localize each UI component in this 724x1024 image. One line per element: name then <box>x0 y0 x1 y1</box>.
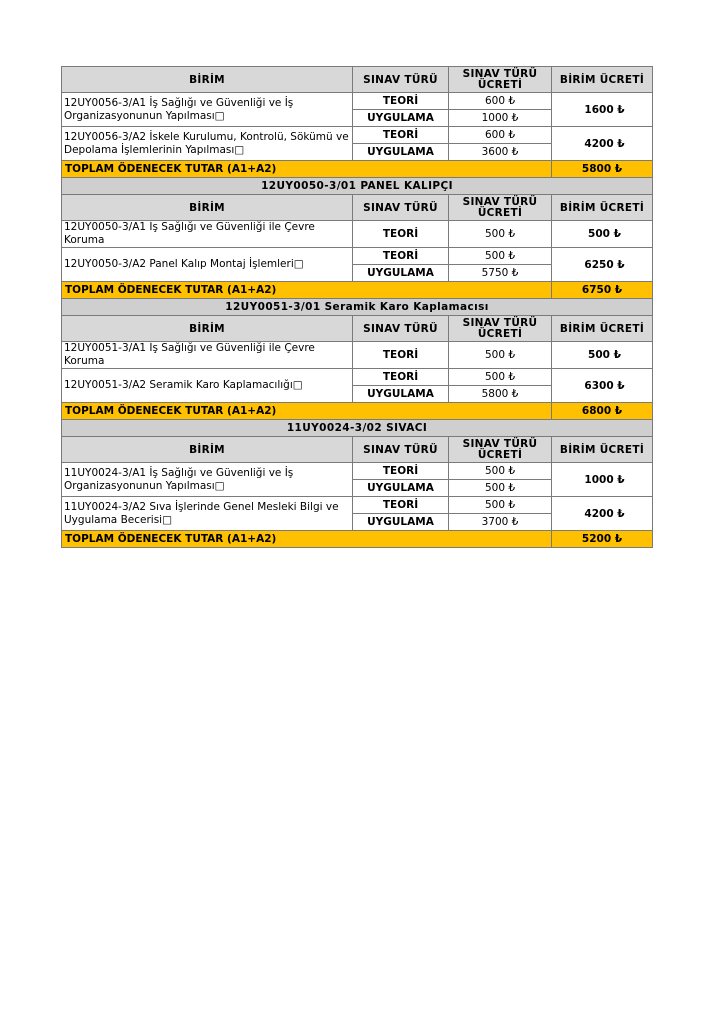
unit-fee: 4200 ₺ <box>552 127 653 161</box>
exam-type: TEORİ <box>353 93 449 110</box>
exam-fee: 500 ₺ <box>449 342 552 369</box>
exam-fee-table-body <box>62 67 653 548</box>
exam-type: TEORİ <box>353 463 449 480</box>
header-row <box>62 195 653 221</box>
exam-type: UYGULAMA <box>353 514 449 531</box>
header-unit-fee: BİRİM ÜCRETİ <box>552 437 653 463</box>
header-exam-type: SINAV TÜRÜ <box>353 316 449 342</box>
total-row <box>62 161 653 178</box>
total-row <box>62 282 653 299</box>
unit-fee: 500 ₺ <box>552 221 653 248</box>
header-exam-fee: SINAV TÜRÜ ÜCRETİ <box>449 195 552 221</box>
exam-fee: 1000 ₺ <box>449 110 552 127</box>
exam-fee: 600 ₺ <box>449 93 552 110</box>
exam-fee: 500 ₺ <box>449 221 552 248</box>
exam-fee: 500 ₺ <box>449 480 552 497</box>
total-value: 6800 ₺ <box>552 403 653 420</box>
header-exam-type: SINAV TÜRÜ <box>353 67 449 93</box>
header-exam-type: SINAV TÜRÜ <box>353 195 449 221</box>
total-label: TOPLAM ÖDENECEK TUTAR (A1+A2) <box>62 161 552 178</box>
unit-fee: 1600 ₺ <box>552 93 653 127</box>
exam-fee: 500 ₺ <box>449 463 552 480</box>
table-row <box>62 93 653 110</box>
exam-type: UYGULAMA <box>353 110 449 127</box>
exam-type: TEORİ <box>353 127 449 144</box>
exam-fee: 500 ₺ <box>449 497 552 514</box>
exam-type: TEORİ <box>353 248 449 265</box>
exam-fee: 5750 ₺ <box>449 265 552 282</box>
header-exam-fee: SINAV TÜRÜ ÜCRETİ <box>449 437 552 463</box>
exam-type: UYGULAMA <box>353 480 449 497</box>
header-exam-type: SINAV TÜRÜ <box>353 437 449 463</box>
unit-name: 12UY0056-3/A1 İş Sağlığı ve Güvenliği ve İş Organizasyonunun Yapılması□ <box>62 93 353 127</box>
section-title-row <box>62 299 653 316</box>
header-row <box>62 67 653 93</box>
exam-type: TEORİ <box>353 497 449 514</box>
header-unit: BİRİM <box>62 437 353 463</box>
unit-name: 12UY0056-3/A2 İskele Kurulumu, Kontrolü, Sökümü ve Depolama İşlemlerinin Yapılması□ <box>62 127 353 161</box>
exam-type: TEORİ <box>353 342 449 369</box>
unit-name: 11UY0024-3/A1 İş Sağlığı ve Güvenliği ve İş Organizasyonunun Yapılması□ <box>62 463 353 497</box>
exam-fee: 3700 ₺ <box>449 514 552 531</box>
exam-fee: 600 ₺ <box>449 127 552 144</box>
section-title: 12UY0050-3/01 PANEL KALIPÇI <box>62 178 653 195</box>
total-label: TOPLAM ÖDENECEK TUTAR (A1+A2) <box>62 403 552 420</box>
section-title-row <box>62 420 653 437</box>
total-label: TOPLAM ÖDENECEK TUTAR (A1+A2) <box>62 531 552 548</box>
section-title: 12UY0051-3/01 Seramik Karo Kaplamacısı <box>62 299 653 316</box>
table-row <box>62 463 653 480</box>
header-row <box>62 316 653 342</box>
header-unit-fee: BİRİM ÜCRETİ <box>552 195 653 221</box>
total-value: 5800 ₺ <box>552 161 653 178</box>
unit-name: 12UY0051-3/A1 İş Sağlığı ve Güvenliği ile Çevre Koruma <box>62 342 353 369</box>
header-unit-fee: BİRİM ÜCRETİ <box>552 67 653 93</box>
exam-fee: 500 ₺ <box>449 248 552 265</box>
unit-name: 12UY0050-3/A1 İş Sağlığı ve Güvenliği ile Çevre Koruma <box>62 221 353 248</box>
table-row <box>62 497 653 514</box>
exam-type: TEORİ <box>353 369 449 386</box>
header-row <box>62 437 653 463</box>
exam-type: UYGULAMA <box>353 386 449 403</box>
exam-type: TEORİ <box>353 221 449 248</box>
unit-fee: 4200 ₺ <box>552 497 653 531</box>
section-title-row <box>62 178 653 195</box>
unit-name: 12UY0051-3/A2 Seramik Karo Kaplamacılığı□ <box>62 369 353 403</box>
header-unit: BİRİM <box>62 67 353 93</box>
header-exam-fee: SINAV TÜRÜ ÜCRETİ <box>449 67 552 93</box>
exam-fee: 3600 ₺ <box>449 144 552 161</box>
exam-type: UYGULAMA <box>353 144 449 161</box>
exam-fee: 500 ₺ <box>449 369 552 386</box>
unit-fee: 1000 ₺ <box>552 463 653 497</box>
exam-type: UYGULAMA <box>353 265 449 282</box>
total-row <box>62 403 653 420</box>
table-row <box>62 342 653 369</box>
table-row <box>62 127 653 144</box>
unit-fee: 500 ₺ <box>552 342 653 369</box>
total-value: 6750 ₺ <box>552 282 653 299</box>
unit-name: 12UY0050-3/A2 Panel Kalıp Montaj İşlemleri□ <box>62 248 353 282</box>
header-unit: BİRİM <box>62 195 353 221</box>
table-row <box>62 221 653 248</box>
total-row <box>62 531 653 548</box>
table-row <box>62 369 653 386</box>
total-value: 5200 ₺ <box>552 531 653 548</box>
unit-fee: 6300 ₺ <box>552 369 653 403</box>
table-row <box>62 248 653 265</box>
exam-fee-table <box>61 66 653 548</box>
unit-name: 11UY0024-3/A2 Sıva İşlerinde Genel Mesleki Bilgi ve Uygulama Becerisi□ <box>62 497 353 531</box>
unit-fee: 6250 ₺ <box>552 248 653 282</box>
header-unit: BİRİM <box>62 316 353 342</box>
section-title: 11UY0024-3/02 SIVACI <box>62 420 653 437</box>
header-unit-fee: BİRİM ÜCRETİ <box>552 316 653 342</box>
total-label: TOPLAM ÖDENECEK TUTAR (A1+A2) <box>62 282 552 299</box>
exam-fee: 5800 ₺ <box>449 386 552 403</box>
header-exam-fee: SINAV TÜRÜ ÜCRETİ <box>449 316 552 342</box>
